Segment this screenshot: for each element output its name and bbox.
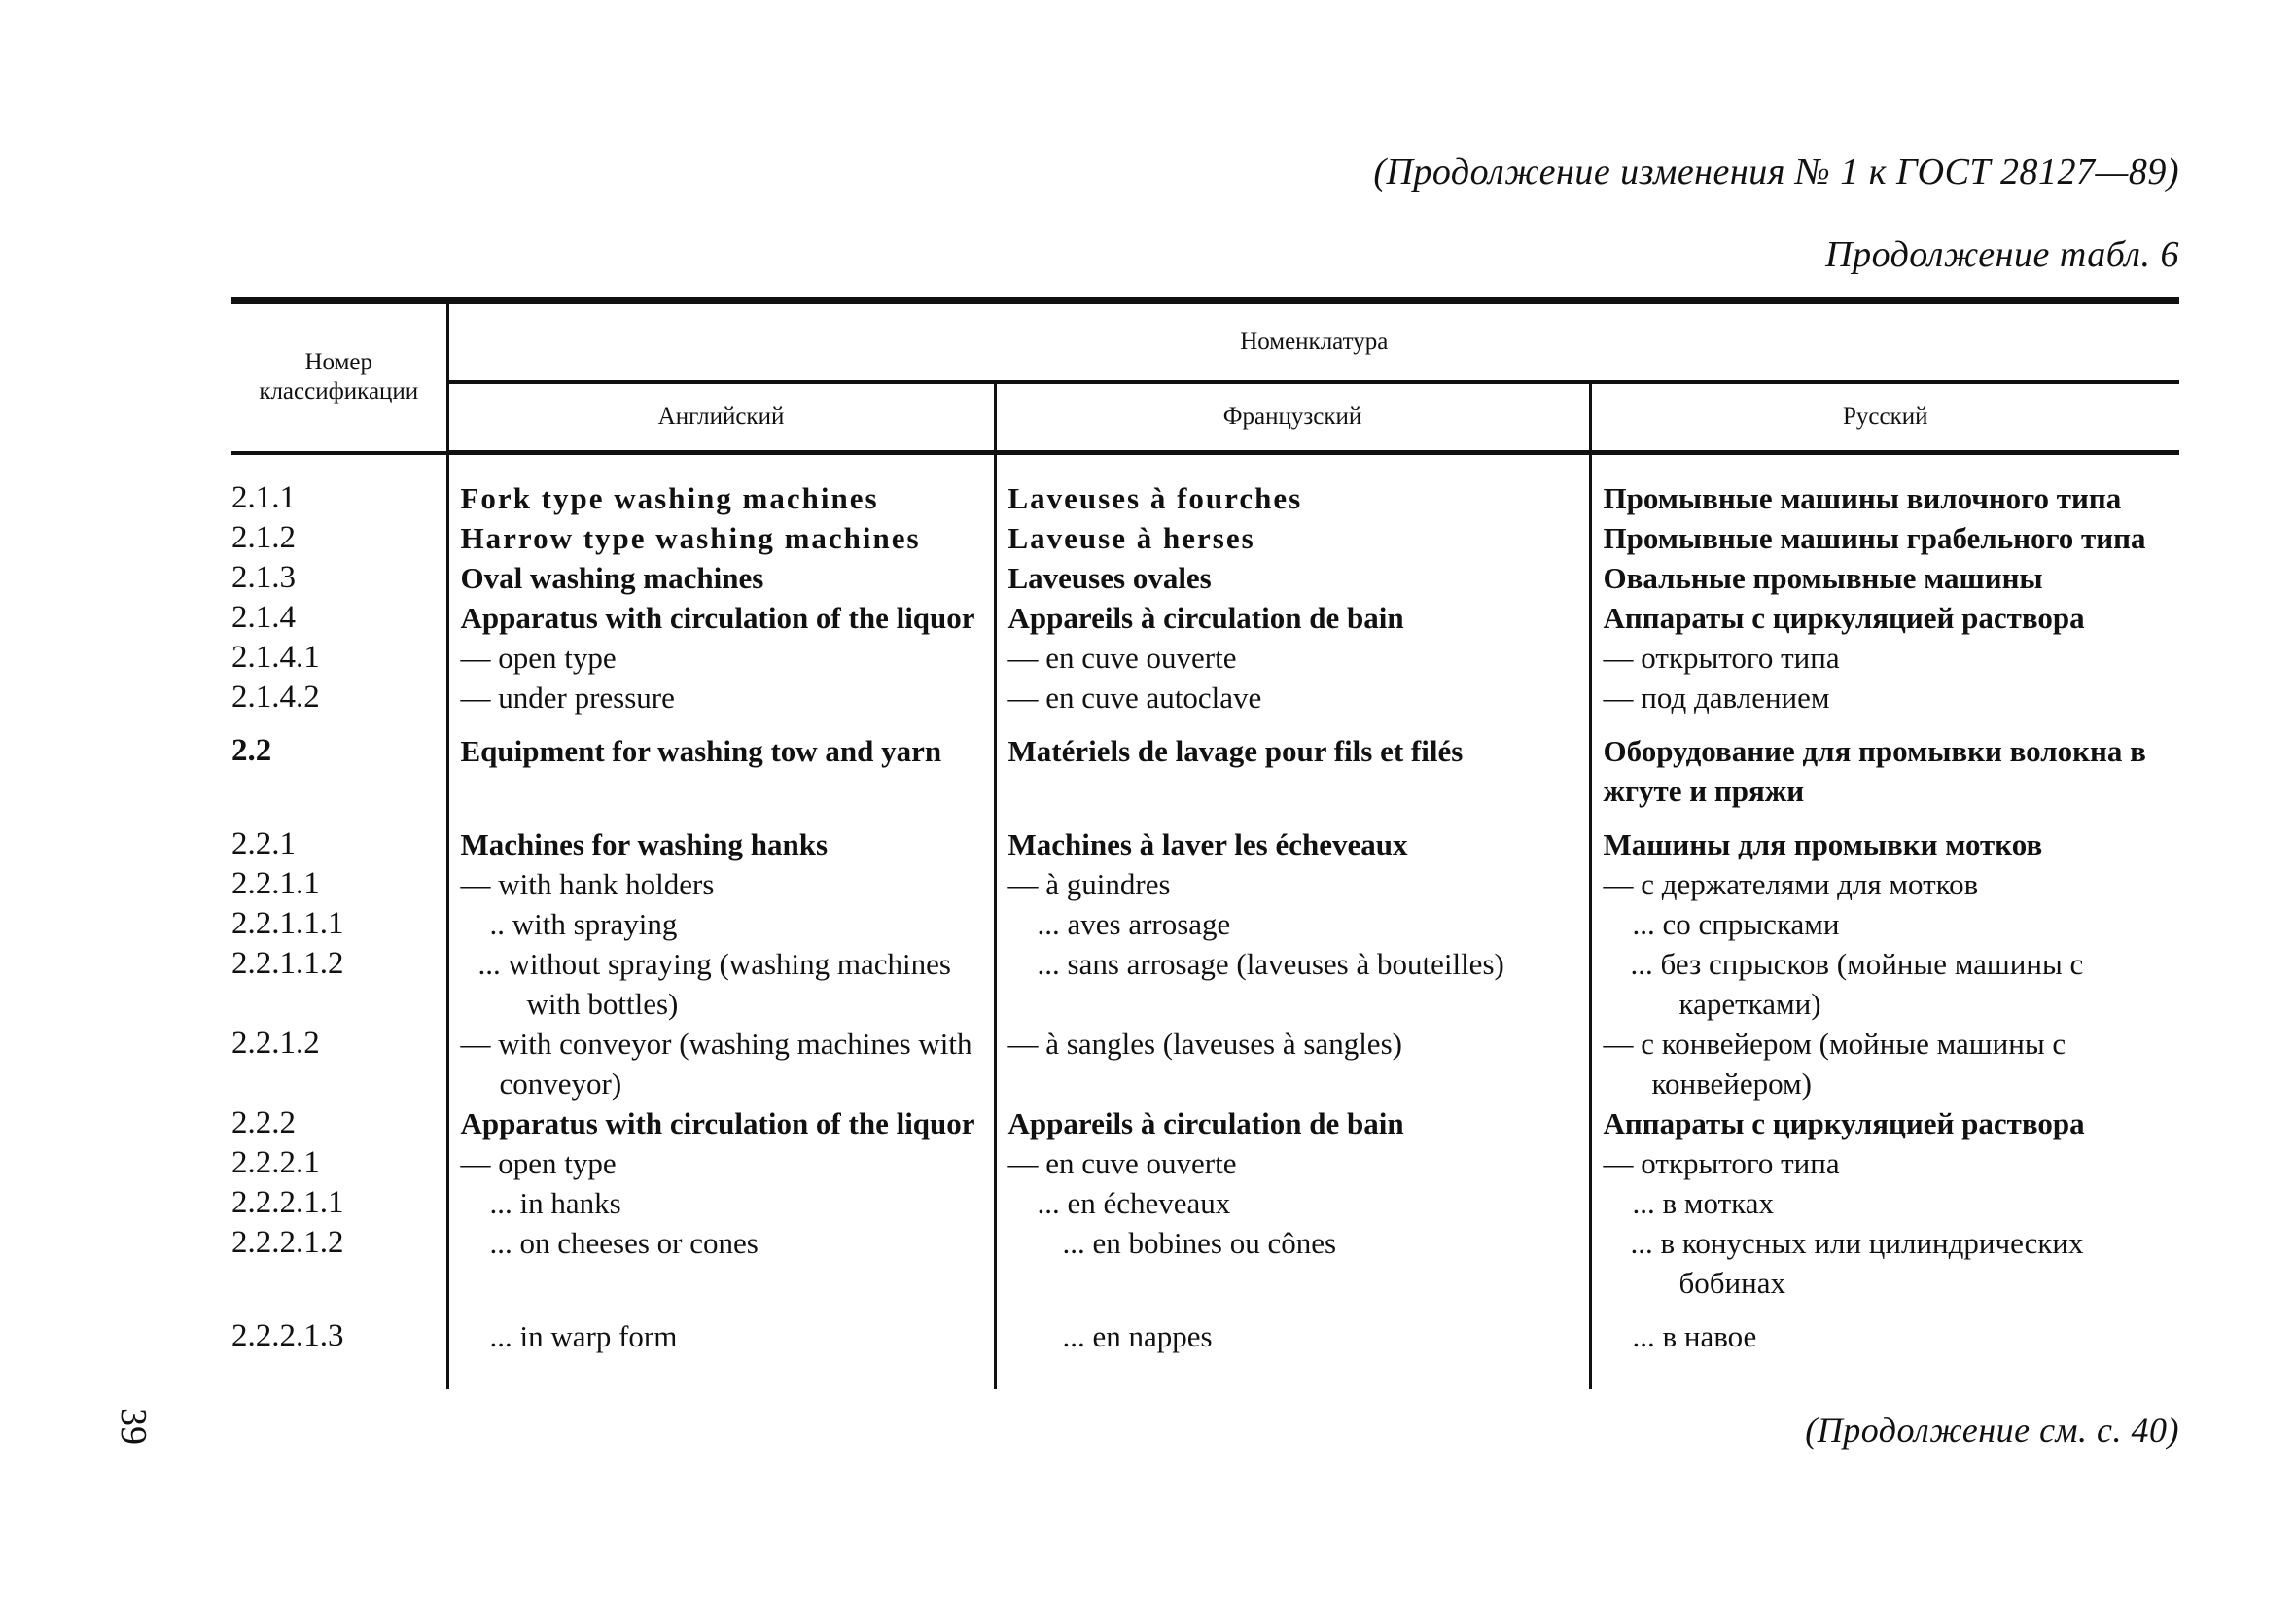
row-number: 2.2.2 <box>231 1105 296 1140</box>
nomenclature-table-wrapper <box>231 297 2179 1389</box>
row-russian: ... без спрысков (мойные машины с каретками) <box>1590 944 2179 1024</box>
row-russian: Аппараты с циркуляцией раствора <box>1590 1103 2179 1143</box>
table-row <box>231 638 2179 678</box>
continuation-header: (Продолжение изменения № 1 к ГОСТ 28127—89) <box>1373 152 2179 192</box>
row-number: 2.1.4.1 <box>231 640 320 675</box>
row-number: 2.2.2.1 <box>231 1145 320 1180</box>
row-number: 2.2 <box>231 733 272 768</box>
row-russian: Промывные машины вилочного типа <box>1590 453 2179 519</box>
row-english: Oval washing machines <box>447 558 995 598</box>
row-french: — en cuve ouverte <box>995 1143 1590 1183</box>
row-number: 2.2.1.1 <box>231 866 320 901</box>
row-french: ... en nappes <box>995 1303 1590 1389</box>
row-russian: — под давлением <box>1590 678 2179 717</box>
row-english: Fork type washing machines <box>447 453 995 519</box>
row-number: 2.1.4.2 <box>231 680 320 715</box>
row-russian: ... со спрысками <box>1590 904 2179 944</box>
row-english: Harrow type washing machines <box>447 518 995 558</box>
header-classification-number: Номер классификации <box>231 300 447 453</box>
header-nomenclature: Номенклатура <box>447 300 2179 382</box>
row-french: ... en bobines ou cônes <box>995 1223 1590 1303</box>
row-french: Laveuses à fourches <box>995 453 1590 519</box>
row-russian: — открытого типа <box>1590 638 2179 678</box>
row-russian: Промывные машины грабельного типа <box>1590 518 2179 558</box>
row-russian: — с держателями для мотков <box>1590 864 2179 904</box>
row-english: Apparatus with circulation of the liquor <box>447 1103 995 1143</box>
row-french: Machines à laver les écheveaux <box>995 811 1590 864</box>
table-row <box>231 811 2179 864</box>
row-russian: ... в мотках <box>1590 1183 2179 1223</box>
table-row <box>231 904 2179 944</box>
table-row <box>231 558 2179 598</box>
row-number: 2.2.2.1.2 <box>231 1225 344 1260</box>
row-french: — à sangles (laveuses à sangles) <box>995 1024 1590 1103</box>
row-number: 2.1.1 <box>231 479 296 515</box>
row-french: — en cuve autoclave <box>995 678 1590 717</box>
continued-on-note: (Продолжение см. с. 40) <box>1805 1411 2179 1450</box>
row-number: 2.2.2.1.1 <box>231 1185 344 1220</box>
row-english: — with hank holders <box>447 864 995 904</box>
row-english: — open type <box>447 1143 995 1183</box>
row-russian: Машины для промывки мотков <box>1590 811 2179 864</box>
row-english: — under pressure <box>447 678 995 717</box>
table-row <box>231 944 2179 1024</box>
row-french: — en cuve ouverte <box>995 638 1590 678</box>
table-row <box>231 453 2179 519</box>
row-number: 2.2.1.2 <box>231 1026 320 1061</box>
table-row <box>231 1103 2179 1143</box>
row-english: Machines for washing hanks <box>447 811 995 864</box>
table-row <box>231 1024 2179 1103</box>
row-french: ... aves arrosage <box>995 904 1590 944</box>
table-row <box>231 518 2179 558</box>
row-english: ... without spraying (washing machines with bottles) <box>447 944 995 1024</box>
row-english: .. with spraying <box>447 904 995 944</box>
row-russian: Оборудование для промывки волокна в жгуте и пряжи <box>1590 717 2179 811</box>
table-row <box>231 678 2179 717</box>
row-number: 2.1.3 <box>231 560 296 595</box>
row-english: ... in warp form <box>447 1303 995 1389</box>
row-french: Laveuse à herses <box>995 518 1590 558</box>
table-row <box>231 1303 2179 1389</box>
nomenclature-table <box>231 297 2179 1389</box>
header-english: Английский <box>447 382 995 453</box>
row-russian: ... в навое <box>1590 1303 2179 1389</box>
row-number: 2.2.2.1.3 <box>231 1318 344 1353</box>
row-french: Laveuses ovales <box>995 558 1590 598</box>
row-russian: Аппараты с циркуляцией раствора <box>1590 598 2179 638</box>
row-english: — open type <box>447 638 995 678</box>
table-row <box>231 1183 2179 1223</box>
row-french: Appareils à circulation de bain <box>995 598 1590 638</box>
row-french: Appareils à circulation de bain <box>995 1103 1590 1143</box>
table-row <box>231 1223 2179 1303</box>
table-row <box>231 1143 2179 1183</box>
row-russian: — открытого типа <box>1590 1143 2179 1183</box>
table-row <box>231 864 2179 904</box>
row-english: — with conveyor (washing machines with conveyor) <box>447 1024 995 1103</box>
row-english: ... in hanks <box>447 1183 995 1223</box>
header-french: Французский <box>995 382 1590 453</box>
row-english: ... on cheeses or cones <box>447 1223 995 1303</box>
row-french: ... sans arrosage (laveuses à bouteilles) <box>995 944 1590 1024</box>
row-number: 2.1.4 <box>231 600 296 635</box>
row-russian: — с конвейером (мойные машины с конвейером) <box>1590 1024 2179 1103</box>
page-number: 39 <box>113 1408 154 1445</box>
row-russian: Овальные промывные машины <box>1590 558 2179 598</box>
row-number: 2.1.2 <box>231 520 296 555</box>
table-row <box>231 598 2179 638</box>
row-english: Apparatus with circulation of the liquor <box>447 598 995 638</box>
row-number: 2.2.1 <box>231 826 296 861</box>
row-english: Equipment for washing tow and yarn <box>447 717 995 811</box>
header-russian: Русский <box>1590 382 2179 453</box>
row-french: — à guindres <box>995 864 1590 904</box>
row-french: Matériels de lavage pour fils et filés <box>995 717 1590 811</box>
table-continuation-label: Продолжение табл. 6 <box>1825 234 2179 275</box>
row-russian: ... в конусных или цилиндрических бобинах <box>1590 1223 2179 1303</box>
row-french: ... en écheveaux <box>995 1183 1590 1223</box>
table-row <box>231 717 2179 811</box>
row-number: 2.2.1.1.1 <box>231 906 344 941</box>
row-number: 2.2.1.1.2 <box>231 946 344 981</box>
